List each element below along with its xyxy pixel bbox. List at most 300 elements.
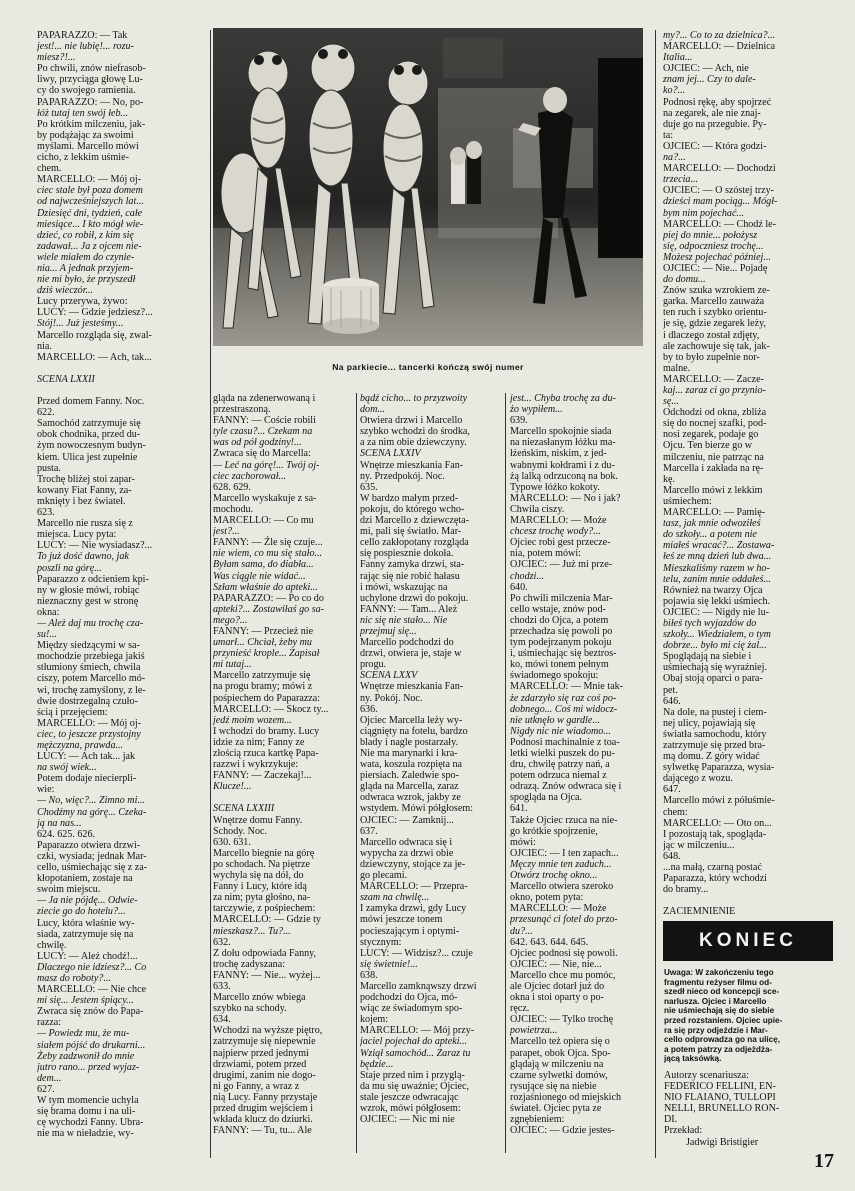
text-column-4 xyxy=(510,393,652,1157)
authors-credits xyxy=(664,1070,836,1150)
text-line: 639. xyxy=(510,415,528,427)
text-line: trochę zadyszana: xyxy=(213,958,286,970)
text-line: progu. xyxy=(360,659,387,671)
text-line: MARCELLO: — Może xyxy=(510,515,607,527)
text-line: wychyla się na dół, do xyxy=(213,870,304,882)
text-line: mówi jeszcze tonem xyxy=(360,914,443,926)
text-line: I pozostają tak, spogląda- xyxy=(663,828,767,840)
text-line: Typowe łóżko kokoty. xyxy=(510,481,600,493)
text-line: Wnętrze mieszkania Fan- xyxy=(360,681,464,693)
text-line xyxy=(663,895,835,906)
text-line: Marcello mówi z lekkim xyxy=(663,484,763,496)
text-line: drugimi, zanim nie dogo- xyxy=(213,1069,316,1081)
text-line: Między siedzącymi w sa- xyxy=(37,640,140,652)
text-line: jest!... nie lubię!... rozu- xyxy=(37,41,134,53)
text-line: drzwi, otwiera je, staje w xyxy=(360,648,462,660)
text-line: Ojcu. Ten bierze go w xyxy=(663,440,753,452)
column-rule-4 xyxy=(655,30,656,1158)
text-line: MARCELLO: — Chodź le- xyxy=(663,218,776,230)
text-line: siałem pójść do drukarni... xyxy=(37,1039,146,1051)
text-line: OJCIEC: — Nie... Pojadę xyxy=(663,262,768,274)
text-line: nic się nie stało... Nie xyxy=(360,614,448,626)
author-line: Jadwigi Bristigier xyxy=(686,1136,759,1148)
text-line: Po krótkim milczeniu, jak- xyxy=(37,118,146,130)
text-line: 642. 643. 644. 645. xyxy=(510,936,589,948)
text-line: Paparazza, który wchodzi xyxy=(663,873,767,885)
text-line: Spoglądają na siebie i xyxy=(663,651,752,663)
author-line: Przekład: xyxy=(664,1125,703,1137)
text-line: jutro rano... przed wyjaz- xyxy=(37,1061,140,1073)
text-line: świadomego spokoju: xyxy=(510,670,599,682)
photo-caption: Na parkiecie... tancerki kończą swój numer xyxy=(332,362,524,372)
text-line: Wnętrze mieszkania Fan- xyxy=(360,459,464,471)
note-line: cello odprowadza go na ulicę, xyxy=(664,1035,781,1045)
text-line: dwie dostrzegalną czuło- xyxy=(37,695,138,707)
text-line: szkoły... Wiedziałem, o tym xyxy=(663,629,771,641)
note-line: szedł nieco od koncepcji sce- xyxy=(664,987,780,997)
text-line xyxy=(213,792,355,803)
text-line: okna: xyxy=(37,606,60,618)
text-line: Potem dodaje niecierpli- xyxy=(37,773,137,785)
note-line: a potem patrzy za odjeżdża- xyxy=(664,1044,773,1054)
text-line: Dlaczego nie idziesz?... Co xyxy=(37,961,147,973)
text-line: kowany Fiat Fanny, za- xyxy=(37,484,132,496)
text-line: dziś wieczór... xyxy=(37,285,94,297)
text-line: PAPARAZZO: — Tak xyxy=(37,30,128,41)
text-line: nie ma w nieładzie, wy- xyxy=(37,1128,134,1140)
text-line: na niezasłanym łóżku ma- xyxy=(510,437,616,449)
text-line: uśmiechem: xyxy=(663,495,712,507)
text-line: MARCELLO: — Oto on... xyxy=(663,817,772,829)
text-line: — No, więc?... Zimno mi... xyxy=(37,795,145,807)
text-line: okna i stoi oparty o po- xyxy=(510,992,604,1004)
text-line: 634. xyxy=(213,1014,231,1026)
text-line: Zwraca się znów do Papa- xyxy=(37,1006,144,1018)
text-line: do domu... xyxy=(663,274,706,286)
text-line: wkłada klucz do dziurki. xyxy=(213,1114,313,1126)
text-line: su!... xyxy=(37,629,57,641)
text-line: ny. Przedpokój. Noc. xyxy=(360,470,445,482)
text-line: cello wstaje, znów pod- xyxy=(510,603,606,615)
text-line: żym nowoczesnym budyn- xyxy=(37,440,146,452)
text-line: I zamyka drzwi, gdy Lucy xyxy=(360,903,467,915)
text-line: mego?... xyxy=(213,614,248,626)
text-line: Męczy mnie ten zaduch... xyxy=(510,858,612,870)
text-line: ciszy, potem Marcello mó- xyxy=(37,673,146,685)
text-line: razzwi i wykrzykuje: xyxy=(213,759,299,771)
text-line: parapet, obok Ojca. Spo- xyxy=(510,1047,611,1059)
text-line: 641. xyxy=(510,803,528,815)
text-line: MARCELLO: — Skocz ty... xyxy=(213,703,329,715)
text-line: jedź moim wozem... xyxy=(213,714,292,726)
text-line: nie wiem, co mu się stało... xyxy=(213,548,323,560)
text-line: chem. xyxy=(37,163,62,175)
text-line: wabnymi kołdrami i z du- xyxy=(510,459,615,471)
text-line: blady i nagle postarzały. xyxy=(360,736,459,748)
text-line: OJCIEC: — Która godzi- xyxy=(663,140,767,152)
text-line: MARCELLO: — Co mu xyxy=(213,515,314,527)
text-line: cello, uśmiechając się z za- xyxy=(37,862,148,874)
author-line: Autorzy scenariusza: xyxy=(664,1070,749,1081)
text-line: FANNY: — Nie... wyżej... xyxy=(213,969,321,981)
text-line: ją na nas... xyxy=(37,817,82,829)
text-line: dzieć, co robił, z kim się xyxy=(37,229,134,241)
text-line: W bardzo małym przed- xyxy=(360,492,459,504)
text-line: OJCIEC: — Już mi prze- xyxy=(510,559,613,571)
text-line: stale jeszcze odwracając xyxy=(360,1091,459,1103)
text-line: apteki?... Zostawiłaś go sa- xyxy=(213,603,325,615)
text-line: miałeś wracać?... Zostawa- xyxy=(663,540,775,552)
text-line: szam na chwilę... xyxy=(360,892,430,904)
note-line: nie uśmiechają się do siebie xyxy=(664,1006,775,1016)
text-line: rając się nie robić hałasu xyxy=(360,570,460,582)
author-line: FEDERICO FELLINI, EN- xyxy=(664,1081,776,1093)
text-line: Lucy przerywa, żywo: xyxy=(37,296,128,308)
text-line: czki, wysiada; jednak Mar- xyxy=(37,850,147,862)
text-line: miesz?!... xyxy=(37,52,76,64)
text-line: najpierw przed jednymi xyxy=(213,1047,309,1059)
text-line: — Ależ daj mu trochę cza- xyxy=(37,617,144,629)
text-line: łeś ze mną dzień lub dwa... xyxy=(663,551,772,563)
text-line: cy do swojego ramienia. xyxy=(37,85,136,97)
text-line: OJCIEC: — Tylko trochę xyxy=(510,1014,614,1026)
text-line: rysujące się na niebie xyxy=(510,1080,597,1092)
text-line: LUCY: — Ach tak... jak xyxy=(37,751,136,763)
text-line: na?... xyxy=(663,152,686,164)
text-line: sę... xyxy=(663,396,679,408)
text-line: uchylone drzwi do pokoju. xyxy=(360,592,469,604)
dancers-image xyxy=(213,28,643,346)
text-line: ta: xyxy=(663,129,674,141)
text-line: tarczywie, z pośpiechem: xyxy=(213,903,316,915)
text-line: myślami. Marcello mówi xyxy=(37,140,139,152)
author-line: NIO FLAIANO, TULLOPI xyxy=(664,1092,776,1104)
text-line: przestraszoną. xyxy=(213,404,271,416)
text-line: Marcello otwiera szeroko xyxy=(510,881,614,893)
text-line: kojem: xyxy=(360,1014,389,1026)
text-line: Marcella i zakłada na rę- xyxy=(663,462,764,474)
text-line: 627. xyxy=(37,1083,55,1095)
text-line: dem... xyxy=(37,1072,62,1084)
text-line: na progu bramy; mówi z xyxy=(213,681,313,693)
text-line: gląda na Marcella, zaraz xyxy=(360,781,459,793)
text-line: uśmiechają się wyraźniej. xyxy=(663,662,767,674)
text-line: SCENA LXXIV xyxy=(360,448,421,460)
text-line: nie mi było, że przyszedł xyxy=(37,274,136,286)
text-line: biłeś tych wyjazdów do xyxy=(663,617,757,629)
text-line: ny. Pokój. Noc. xyxy=(360,692,423,704)
text-line: 632. xyxy=(213,936,231,948)
text-line: 633. xyxy=(213,980,231,992)
text-line: się do nocnej szafki, pod- xyxy=(663,418,767,430)
text-line: Żeby zadzwonił do mnie xyxy=(37,1050,135,1062)
text-line: 636. xyxy=(360,703,378,715)
text-line: Wziął samochód... Zaraz tu xyxy=(360,1047,471,1059)
text-line: żą lalką odrzuconą na bok. xyxy=(510,470,618,482)
text-line: 640. xyxy=(510,581,528,593)
note-line: jącą taksówką. xyxy=(664,1054,722,1064)
text-line: spogląda na Ojca. xyxy=(510,792,583,804)
note-line: ra się przy odjeździe i Mar- xyxy=(664,1025,768,1035)
text-line: Marcello zamknąwszy drzwi xyxy=(360,980,477,992)
text-line: MARCELLO: — Ach, tak... xyxy=(37,351,152,363)
text-line: FANNY: — Źle się czuje... xyxy=(213,537,323,549)
text-line: jest?... xyxy=(213,526,240,538)
text-line: nia... A jednak przyjem- xyxy=(37,262,134,274)
text-line: siada, zatrzymuje się na xyxy=(37,928,134,940)
text-line: potem odrzuca niemal z xyxy=(510,770,607,782)
text-line: ścią i przejęciem: xyxy=(37,706,108,718)
text-line: chwilę. xyxy=(37,939,67,951)
text-line: bądź cicho... to przyzwoity xyxy=(360,393,468,404)
text-line: Po chwili milczenia Mar- xyxy=(510,592,613,604)
text-line: jaciel pojechał do apteki... xyxy=(360,1036,468,1048)
text-line: podchodzi do Ojca, mó- xyxy=(360,992,458,1004)
text-line: go krótkie spojrzenie, xyxy=(510,825,598,837)
text-line: telu, zanim mnie oddałeś... xyxy=(663,573,771,585)
column-rule-1 xyxy=(210,30,211,1158)
note-line: fragmentu reżyser filmu od- xyxy=(664,977,772,987)
text-line: Otwórz trochę okno... xyxy=(510,870,598,882)
text-line: ko?... xyxy=(663,85,686,97)
text-line: Stój!... Już jesteśmy... xyxy=(37,318,124,330)
text-line: będzie... xyxy=(360,1058,394,1070)
text-line: MARCELLO: — Mój oj- xyxy=(37,174,142,186)
text-line: ny w głosie mówi, robiąc xyxy=(37,584,140,596)
text-line: pokoju, do którego wcho- xyxy=(360,503,465,515)
text-line: mi tutaj... xyxy=(213,659,252,671)
text-line: tyle czasu?... Czekam na xyxy=(213,426,313,438)
text-line: Byłam sama, do diabła... xyxy=(213,559,314,571)
text-line: MARCELLO: — No i jak? xyxy=(510,492,621,504)
text-line: do bramy... xyxy=(663,884,709,896)
text-line: nia. xyxy=(37,340,52,352)
text-line: OJCIEC: — Nic mi nie xyxy=(360,1114,455,1126)
text-line: Chwila ciszy. xyxy=(510,503,565,515)
text-line: jest... Chyba trochę za du- xyxy=(510,393,616,404)
text-line: ziecie go do hotelu?... xyxy=(37,906,126,918)
text-line: Paparazzo z odcieniem kpi- xyxy=(37,573,149,585)
text-line: I wchodzi do bramy. Lucy xyxy=(213,725,320,737)
text-column-5 xyxy=(663,30,835,920)
text-line: Lucy, która właśnie wy- xyxy=(37,917,135,929)
text-line: okno, potem pyta: xyxy=(510,892,584,904)
text-line: mówi: xyxy=(510,836,536,848)
text-column-1 xyxy=(37,30,209,1161)
text-line: mi, pali się światło. Mar- xyxy=(360,526,462,538)
text-line: Nigdy nic nie wiadomo... xyxy=(510,725,611,737)
text-line: Marcello biegnie na górę xyxy=(213,847,315,859)
text-line: MARCELLO: — Dochodzi xyxy=(663,163,776,175)
editor-note xyxy=(664,968,834,1064)
text-line: mochodu. xyxy=(213,503,254,515)
text-line: mi się... Jestem śpiący... xyxy=(37,995,134,1007)
text-line: miesiące... I kto mógł wie- xyxy=(37,218,144,230)
text-line: a za nim obie dziewczyny. xyxy=(360,437,467,449)
text-line: MARCELLO: — Zacze- xyxy=(663,373,764,385)
text-line: ni go Fanny, a wraz z xyxy=(213,1080,300,1092)
koniec-banner: KONIEC xyxy=(663,921,833,961)
text-line: 646. xyxy=(663,695,681,707)
text-line: Marcello rozgląda się, zwal- xyxy=(37,329,152,341)
text-line: dobnego... Coś mi widocz- xyxy=(510,703,618,715)
note-line: przed rozstaniem. Ojciec upie- xyxy=(664,1015,783,1025)
text-line: łżeńskim, niskim, z jed- xyxy=(510,448,607,460)
text-line: cę wychodzi Fanny. Ubra- xyxy=(37,1117,144,1129)
text-line: Marcello odwraca się i xyxy=(360,836,453,848)
text-line: dom... xyxy=(360,404,385,416)
text-line: dobrze... było mi cię żal... xyxy=(663,640,767,652)
text-line: Także Ojciec rzuca na nie- xyxy=(510,814,618,826)
text-line: nieznaczny gest w stronę xyxy=(37,595,139,607)
text-line: — Leć na górę!... Twój oj- xyxy=(213,459,320,471)
text-line: MARCELLO: — Mnie tak- xyxy=(510,681,623,693)
text-line: my?... Co to za dzielnica?... xyxy=(663,30,776,41)
text-line: i mówi, wskazując na xyxy=(360,581,448,593)
text-line: Mieszkaliśmy razem w ho- xyxy=(663,562,770,574)
text-line: piersiach. Zaledwie spo- xyxy=(360,770,459,782)
text-line: Znów szuka wzrokiem ze- xyxy=(663,285,770,297)
text-line: od najwcześniejszych lat... xyxy=(37,196,144,208)
text-line: ko, mówi tonem pełnym xyxy=(510,659,609,671)
text-line: garka. Marcello zauważa xyxy=(663,296,765,308)
text-line: na zegarek, ale nie znaj- xyxy=(663,107,761,119)
text-line: łóż tutaj ten swój łeb... xyxy=(37,107,129,119)
text-line: pet. xyxy=(663,684,678,696)
text-line: i, uśmiechając się beztros- xyxy=(510,648,617,660)
text-line: przed drugim wejściem i xyxy=(213,1103,314,1114)
text-line: za nim; pyta głośno, na- xyxy=(213,892,311,904)
text-line: MARCELLO: — Gdzie ty xyxy=(213,914,321,926)
text-line: i dlaczego został zdjęty, xyxy=(663,329,760,341)
text-line: Zwraca się do Marcella: xyxy=(213,448,311,460)
text-line: się pospiesznie dokoła. xyxy=(360,548,454,560)
text-line: przejmuj się... xyxy=(360,625,417,637)
text-line: mężczyzna, prawda... xyxy=(37,740,124,751)
text-line: by to było zupełnie nor- xyxy=(663,351,760,363)
text-line: MARCELLO: — Pamię- xyxy=(663,507,766,519)
text-line: pojawia się lekki uśmiech. xyxy=(663,595,771,607)
text-line: ręcz. xyxy=(510,1003,530,1015)
text-line: 623. xyxy=(37,507,55,519)
text-line: zatrzymuje się przed bra- xyxy=(663,740,766,751)
text-line: Również na twarzy Ojca xyxy=(663,584,763,596)
text-line: mieszkasz?... Tu?... xyxy=(213,925,291,937)
text-line: nią Lucy. Fanny przystaje xyxy=(213,1091,318,1103)
text-line: wstydem. Mówi półgłosem: xyxy=(360,803,473,815)
text-line: umarł... Chciał, żeby mu xyxy=(213,637,312,649)
text-line: Wnętrze domu Fanny. xyxy=(213,814,303,826)
text-line: Fanny zamyka drzwi, sta- xyxy=(360,559,465,571)
text-line: masz do roboty?... xyxy=(37,972,111,984)
text-line: 638. xyxy=(360,969,378,981)
text-line: żo wypiłem... xyxy=(510,404,563,416)
text-line: duje go na przegubie. Py- xyxy=(663,118,767,130)
text-line: wiąc ze świadomym spo- xyxy=(360,1003,463,1015)
text-line: kę. xyxy=(663,473,676,485)
text-line: kiem. Ulica jest zupełnie xyxy=(37,451,138,463)
text-line: do szkoły... a potem nie xyxy=(663,529,757,541)
text-line: mknięty i bez świateł. xyxy=(37,495,126,507)
author-line: DI. xyxy=(664,1114,678,1126)
text-line: Otwiera drzwi i Marcello xyxy=(360,415,463,427)
text-line: dziewczyny, stojące za je- xyxy=(360,858,466,870)
text-line: odrazą. Znów odwraca się i xyxy=(510,781,622,793)
text-line: MARCELLO: — Mój przy- xyxy=(360,1025,475,1037)
text-line: MARCELLO: — Może xyxy=(510,903,607,915)
text-line: szybko na schody. xyxy=(213,1003,287,1015)
text-line: odwraca wzrok, jakby ze xyxy=(360,792,461,804)
text-line: tym podejrzanym pokoju xyxy=(510,637,612,649)
text-line: piej do mnie... położysz xyxy=(663,229,758,241)
text-line: Marcello mówi z półuśmie- xyxy=(663,795,775,807)
text-line: cello zakłopotany rozgląda xyxy=(360,537,469,549)
text-line: ...na małą, czarną postać xyxy=(663,862,762,874)
text-line: pusta. xyxy=(37,462,61,474)
text-line: wata, koszula rozpięta na xyxy=(360,759,463,771)
text-line: Marcello znów wbiega xyxy=(213,992,306,1004)
text-line: PAPARAZZO: — No, po- xyxy=(37,96,144,108)
film-still-photo xyxy=(213,28,643,346)
text-line: wie: xyxy=(37,784,55,796)
text-line: mą domu. Z góry widać xyxy=(663,751,760,763)
text-line: świateł. Ojciec pyta ze xyxy=(510,1103,602,1114)
text-line: że zdarzyło się raz coś po- xyxy=(510,692,617,704)
text-line: pocieszającym i optymi- xyxy=(360,925,460,937)
text-line: szybko wchodzi do środka, xyxy=(360,426,470,438)
text-line: bym nim pojechać... xyxy=(663,207,745,219)
text-line: Was ciągle nie widać... xyxy=(213,570,306,582)
text-line: ciągnięty na fotelu, bardzo xyxy=(360,725,468,737)
text-line: Nie ma marynarki i kra- xyxy=(360,748,458,759)
text-line: zadawał... Ja z ojcem nie- xyxy=(37,240,142,252)
text-line: poszli na górę... xyxy=(37,562,102,574)
text-line: Schody. Noc. xyxy=(213,825,268,837)
text-line: by podążając za swoimi xyxy=(37,129,134,141)
text-line: Ojciec robi gest przecze- xyxy=(510,537,611,549)
text-line: stycznym: xyxy=(360,936,402,948)
text-line: ten ruch i szybko orientu- xyxy=(663,307,767,319)
text-line: glądają w milczeniu na xyxy=(510,1058,604,1070)
text-line: ale Ojciec dotarł już do xyxy=(510,980,605,992)
text-line: OJCIEC: — Nie, nie... xyxy=(510,958,602,970)
page-number: 17 xyxy=(814,1150,834,1172)
text-line: Podnosi machinalnie z toa- xyxy=(510,736,620,748)
text-line: 635. xyxy=(360,481,378,493)
text-line: Odchodzi od okna, zbliża xyxy=(663,407,767,419)
text-line: 622. xyxy=(37,407,55,419)
text-line: ciec zachorował... xyxy=(213,470,287,482)
text-line: was od pół godziny!... xyxy=(213,437,302,449)
text-line: jąc w milczeniu... xyxy=(663,839,735,851)
text-line: kaj... zaraz ci go przynio- xyxy=(663,385,766,396)
text-line: PAPARAZZO: — Po co do xyxy=(213,592,324,604)
text-line: chodzi do Ojca, a potem xyxy=(510,614,609,626)
text-line: wzrok, mówi półgłosem: xyxy=(360,1103,461,1114)
text-line: Fanny i Lucy, które idą xyxy=(213,881,307,893)
text-line: Możesz pojechać później... xyxy=(663,251,771,263)
note-line: Uwaga: W zakończeniu tego xyxy=(664,968,774,977)
text-line: nosi zegarek, podaje go xyxy=(663,429,759,441)
text-line: FANNY: — Zaczekaj!... xyxy=(213,770,312,782)
text-line: na swój wiek... xyxy=(37,762,97,774)
text-line: Marcello spokojnie siada xyxy=(510,426,612,438)
text-line: OJCIEC: — Gdzie jestes- xyxy=(510,1125,615,1137)
text-line: chodzi... xyxy=(510,570,544,582)
text-line: nej ulicy, pojawiają się xyxy=(663,717,756,729)
text-line: OJCIEC: — I ten zapach... xyxy=(510,847,619,859)
text-line: Klucze!... xyxy=(213,781,252,793)
